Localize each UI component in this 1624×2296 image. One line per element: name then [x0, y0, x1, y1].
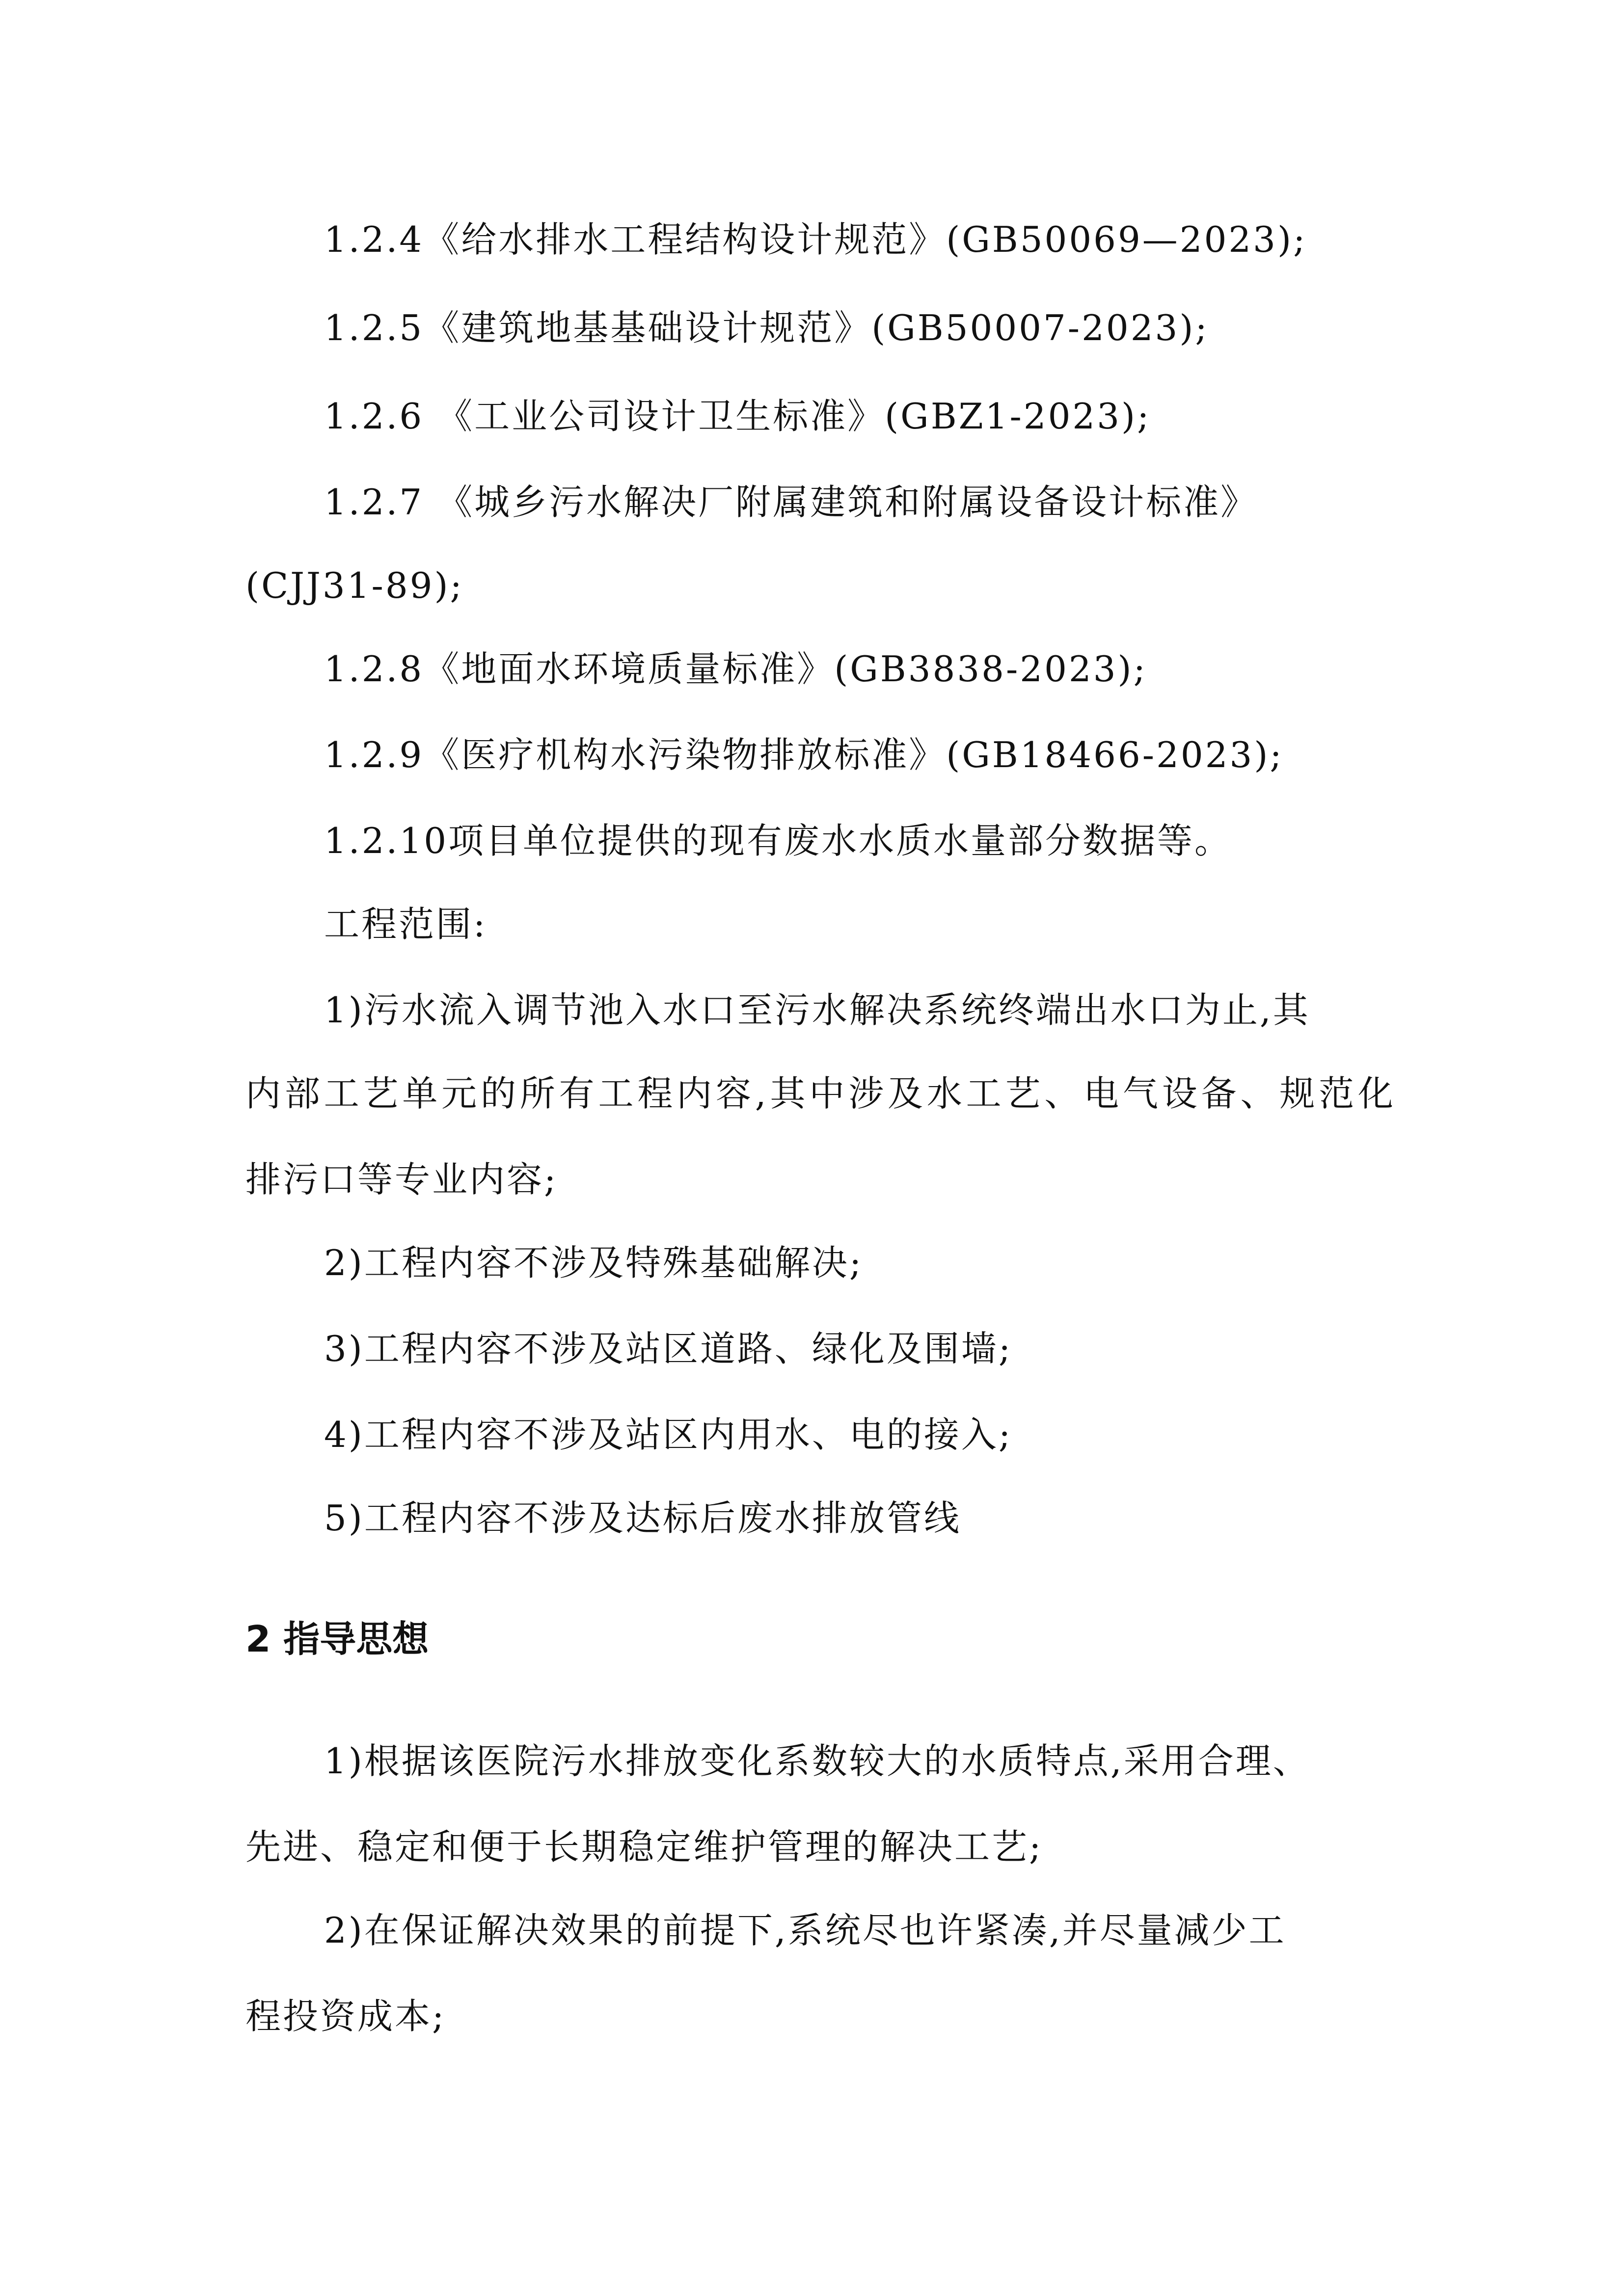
standard-1-2-9: 1.2.9《医疗机构水污染物排放标准》(GB18466-2023); [324, 734, 1284, 775]
principle-1-line-2: 先进、稳定和便于长期稳定维护管理的解决工艺; [245, 1826, 1043, 1868]
standard-1-2-7: 1.2.7 《城乡污水解决厂附属建筑和附属设备设计标准》 [324, 481, 1258, 523]
standard-1-2-8: 1.2.8《地面水环境质量标准》(GB3838-2023); [324, 648, 1147, 690]
standard-1-2-7-code: (CJJ31-89); [245, 565, 464, 606]
principle-1-line-1: 1)根据该医院污水排放变化系数较大的水质特点,采用合理、 [324, 1740, 1310, 1782]
scope-title: 工程范围: [324, 904, 487, 945]
standard-1-2-4: 1.2.4《给水排水工程结构设计规范》(GB50069—2023); [324, 219, 1307, 260]
section-heading-guiding-principles: 2 指导思想 [245, 1618, 429, 1660]
principle-2-line-2: 程投资成本; [245, 1996, 446, 2037]
principle-2-line-1: 2)在保证解决效果的前提下,系统尽也许紧凑,并尽量减少工 [324, 1910, 1286, 1951]
standard-1-2-5: 1.2.5《建筑地基基础设计规范》(GB50007-2023); [324, 307, 1209, 348]
scope-item-2: 2)工程内容不涉及特殊基础解决; [324, 1242, 864, 1283]
scope-item-1-line-2: 内部工艺单元的所有工程内容,其中涉及水工艺、电气设备、规范化 [245, 1073, 1394, 1114]
scope-item-5: 5)工程内容不涉及达标后废水排放管线 [324, 1497, 961, 1539]
standard-1-2-6: 1.2.6 《工业公司设计卫生标准》(GBZ1-2023); [324, 396, 1151, 437]
scope-item-3: 3)工程内容不涉及站区道路、绿化及围墙; [324, 1328, 1013, 1369]
standard-1-2-10: 1.2.10项目单位提供的现有废水水质水量部分数据等。 [324, 820, 1232, 861]
scope-item-4: 4)工程内容不涉及站区内用水、电的接入; [324, 1414, 1013, 1455]
scope-item-1-line-1: 1)污水流入调节池入水口至污水解决系统终端出水口为止,其 [324, 989, 1310, 1031]
scope-item-1-line-3: 排污口等专业内容; [245, 1159, 558, 1200]
